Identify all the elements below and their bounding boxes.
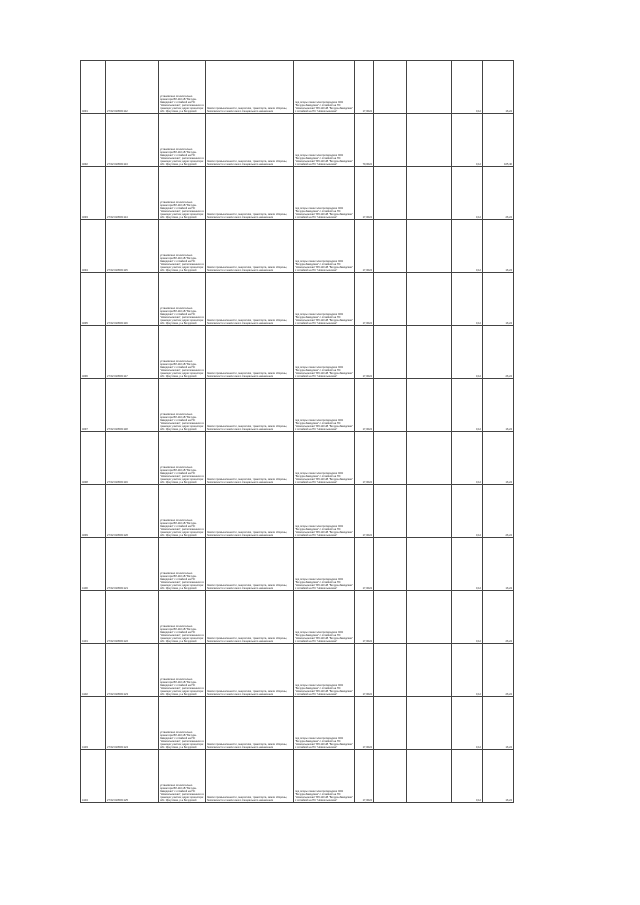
empty-cell bbox=[407, 220, 452, 273]
cadastral-number: 27:02:010503:125 bbox=[107, 798, 128, 802]
rate-cell bbox=[452, 326, 483, 379]
location-text: установлено относительно ориентира ВЛ-110 кВ "Бичура-Заводская" с отпайкой на ПС "Новоильинская", расположенного в границах участка; адрес ориентира: обл. Иркутская, р-н Бичурский bbox=[160, 200, 204, 219]
rate-cell bbox=[452, 167, 483, 220]
sum-value: 16,24 bbox=[505, 321, 512, 325]
location-text: установлено относительно ориентира ВЛ-110 кВ "Бичура-Заводская" с отпайкой на ПС "Новоильинская", расположенного в границах участка; адрес ориентира: обл. Иркутская, р-н Бичурский bbox=[160, 518, 204, 537]
rate-value: 0,12 bbox=[475, 798, 481, 802]
object-cell bbox=[294, 114, 355, 167]
area-value: 17,0024 bbox=[362, 480, 372, 484]
cadastral-number-cell bbox=[106, 114, 159, 167]
land-category-text: Земли промышленности, энергетики, транспорта, земли обороны, безопасности и земли иного специального назначения bbox=[207, 318, 288, 325]
location-text: установлено относительно ориентира ВЛ-110 кВ "Бичура-Заводская" с отпайкой на ПС "Новоильинская", расположенного в границах участка; адрес ориентира: обл. Иркутская, р-н Бичурский bbox=[160, 677, 204, 696]
cadastral-number-cell bbox=[106, 326, 159, 379]
rate-cell bbox=[452, 644, 483, 697]
row-id: 4092 bbox=[82, 162, 88, 166]
cadastral-number-cell bbox=[106, 697, 159, 750]
empty-cell bbox=[407, 326, 452, 379]
sum-value: 16,24 bbox=[505, 745, 512, 749]
land-category-text: Земли промышленности, энергетики, транспорта, земли обороны, безопасности и земли иного специального назначения bbox=[207, 636, 288, 643]
object-cell bbox=[294, 61, 355, 114]
empty-cell bbox=[407, 167, 452, 220]
cadastral-number-cell bbox=[106, 220, 159, 273]
sum-value: 16,24 bbox=[505, 798, 512, 802]
row-id: 4098 bbox=[82, 480, 88, 484]
area-cell bbox=[355, 432, 374, 485]
rate-cell bbox=[452, 273, 483, 326]
land-category-text: Земли промышленности, энергетики, транспорта, земли обороны, безопасности и земли иного специального назначения bbox=[207, 583, 288, 590]
empty-cell bbox=[407, 538, 452, 591]
rate-cell bbox=[452, 61, 483, 114]
table-row bbox=[81, 273, 514, 326]
rate-cell bbox=[452, 591, 483, 644]
sum-value: 26,24 bbox=[505, 215, 512, 219]
object-text: под опоры линии электропередачи ЭСК "Бичура-Заводская" с отпайкой на ПС "Новоильинская" ВЛ-110 кВ "Бичура-Заводская" с отпайкой на ПС "Новоильинская" bbox=[295, 630, 353, 643]
location-text: установлено относительно ориентира ВЛ-110 кВ "Бичура-Заводская" с отпайкой на ПС "Новоильинская", расположенного в границах участка; адрес ориентира: обл. Иркутская, р-н Бичурский bbox=[160, 465, 204, 484]
table-row bbox=[81, 644, 514, 697]
empty-cell bbox=[374, 326, 407, 379]
object-cell bbox=[294, 538, 355, 591]
table-body bbox=[81, 61, 514, 803]
object-cell bbox=[294, 750, 355, 803]
location-text: установлено относительно ориентира ВЛ-110 кВ "Бичура-Заводская" с отпайкой на ПС "Новоильинская", расположенного в границах участка; адрес ориентира: обл. Иркутская, р-н Бичурский bbox=[160, 783, 204, 802]
land-category-cell bbox=[206, 485, 294, 538]
empty-cell bbox=[407, 750, 452, 803]
location-cell bbox=[159, 326, 206, 379]
rate-value: 0,12 bbox=[475, 692, 481, 696]
area-cell bbox=[355, 591, 374, 644]
empty-cell bbox=[374, 697, 407, 750]
object-text: под опоры линии электропередачи ЭСК "Бичура-Заводская" с отпайкой на ПС "Новоильинская" ВЛ-110 кВ "Бичура-Заводская" с отпайкой на ПС "Новоильинская" bbox=[295, 471, 353, 484]
area-cell bbox=[355, 326, 374, 379]
location-text: установлено относительно ориентира ВЛ-110 кВ "Бичура-Заводская" с отпайкой на ПС "Новоильинская", расположенного в границах участка; адрес ориентира: обл. Иркутская, р-н Бичурский bbox=[160, 359, 204, 378]
cadastral-number: 27:02:010503:118 bbox=[107, 427, 128, 431]
empty-cell bbox=[407, 485, 452, 538]
empty-cell bbox=[374, 591, 407, 644]
location-text: установлено относительно ориентира ВЛ-110 кВ "Бичура-Заводская" с отпайкой на ПС "Новоильинская", расположенного в границах участка; адрес ориентира: обл. Иркутская, р-н Бичурский bbox=[160, 94, 204, 113]
row-id-cell bbox=[81, 273, 106, 326]
location-text: установлено относительно ориентира ВЛ-110 кВ "Бичура-Заводская" с отпайкой на ПС "Новоильинская", расположенного в границах участка; адрес ориентира: обл. Иркутская, р-н Бичурский bbox=[160, 412, 204, 431]
land-category-text: Земли промышленности, энергетики, транспорта, земли обороны, безопасности и земли иного специального назначения bbox=[207, 689, 288, 696]
area-cell bbox=[355, 644, 374, 697]
table-row bbox=[81, 379, 514, 432]
location-text: установлено относительно ориентира ВЛ-110 кВ "Бичура-Заводская" с отпайкой на ПС "Новоильинская", расположенного в границах участка; адрес ориентира: обл. Иркутская, р-н Бичурский bbox=[160, 571, 204, 590]
cadastral-number: 27:02:010503:112 bbox=[107, 109, 128, 113]
rate-cell bbox=[452, 485, 483, 538]
land-category-text: Земли промышленности, энергетики, транспорта, земли обороны, безопасности и земли иного специального назначения bbox=[207, 212, 288, 219]
location-cell bbox=[159, 273, 206, 326]
sum-value: 16,24 bbox=[505, 268, 512, 272]
area-cell bbox=[355, 167, 374, 220]
object-cell bbox=[294, 591, 355, 644]
land-category-cell bbox=[206, 432, 294, 485]
row-id-cell bbox=[81, 697, 106, 750]
area-value: 17,0024 bbox=[362, 268, 372, 272]
rate-cell bbox=[452, 750, 483, 803]
row-id-cell bbox=[81, 538, 106, 591]
object-cell bbox=[294, 644, 355, 697]
empty-cell bbox=[374, 167, 407, 220]
land-category-cell bbox=[206, 114, 294, 167]
cadastral-number: 27:02:010503:123 bbox=[107, 692, 128, 696]
area-cell bbox=[355, 220, 374, 273]
object-text: под опоры линии электропередачи ЭСК "Бичура-Заводская" с отпайкой на ПС "Новоильинская" ВЛ-110 кВ "Бичура-Заводская" с отпайкой на ПС "Новоильинская" bbox=[295, 418, 353, 431]
empty-cell bbox=[407, 273, 452, 326]
row-id-cell bbox=[81, 644, 106, 697]
object-text: под опоры линии электропередачи ЭСК "Бичура-Заводская" с отпайкой на ПС "Новоильинская" ВЛ-110 кВ "Бичура-Заводская" с отпайкой на ПС "Новоильинская" bbox=[295, 577, 353, 590]
sum-value: 26,24 bbox=[505, 692, 512, 696]
cadastral-number-cell bbox=[106, 750, 159, 803]
sum-cell bbox=[483, 697, 514, 750]
cadastral-number-cell bbox=[106, 379, 159, 432]
location-cell bbox=[159, 538, 206, 591]
land-category-text: Земли промышленности, энергетики, транспорта, земли обороны, безопасности и земли иного специального назначения bbox=[207, 477, 288, 484]
object-cell bbox=[294, 326, 355, 379]
rate-value: 0,12 bbox=[475, 109, 481, 113]
land-category-cell bbox=[206, 379, 294, 432]
sum-cell bbox=[483, 485, 514, 538]
rate-value: 0,12 bbox=[475, 321, 481, 325]
cadastral-number: 27:02:010503:116 bbox=[107, 321, 128, 325]
row-id-cell bbox=[81, 220, 106, 273]
area-cell bbox=[355, 273, 374, 326]
area-cell bbox=[355, 114, 374, 167]
object-text: под опоры линии электропередачи ЭСК "Бичура-Заводская" с отпайкой на ПС "Новоильинская" ВЛ-110 кВ "Бичура-Заводская" с отпайкой на ПС "Новоильинская" bbox=[295, 153, 353, 166]
rate-value: 0,12 bbox=[475, 639, 481, 643]
area-value: 17,0024 bbox=[362, 109, 372, 113]
location-text: установлено относительно ориентира ВЛ-110 кВ "Бичура-Заводская" с отпайкой на ПС "Новоильинская", расположенного в границах участка; адрес ориентира: обл. Иркутская, р-н Бичурский bbox=[160, 730, 204, 749]
sum-cell bbox=[483, 379, 514, 432]
land-category-cell bbox=[206, 538, 294, 591]
empty-cell bbox=[407, 61, 452, 114]
land-category-cell bbox=[206, 273, 294, 326]
row-id: 4097 bbox=[82, 427, 88, 431]
area-value: 17,0024 bbox=[362, 692, 372, 696]
object-text: под опоры линии электропередачи ЭСК "Бичура-Заводская" с отпайкой на ПС "Новоильинская" ВЛ-110 кВ "Бичура-Заводская" с отпайкой на ПС "Новоильинская" bbox=[295, 524, 353, 537]
area-value: 17,0024 bbox=[362, 215, 372, 219]
sum-value: 105,46 bbox=[504, 162, 512, 166]
land-category-text: Земли промышленности, энергетики, транспорта, земли обороны, безопасности и земли иного специального назначения bbox=[207, 159, 288, 166]
area-value: 17,0024 bbox=[362, 586, 372, 590]
object-cell bbox=[294, 697, 355, 750]
sum-cell bbox=[483, 432, 514, 485]
sum-cell bbox=[483, 220, 514, 273]
land-category-cell bbox=[206, 326, 294, 379]
area-value: 17,0024 bbox=[362, 533, 372, 537]
row-id-cell bbox=[81, 326, 106, 379]
row-id: 4102 bbox=[82, 692, 88, 696]
location-cell bbox=[159, 644, 206, 697]
land-category-cell bbox=[206, 750, 294, 803]
object-text: под опоры линии электропередачи ЭСК "Бичура-Заводская" с отпайкой на ПС "Новоильинская" ВЛ-110 кВ "Бичура-Заводская" с отпайкой на ПС "Новоильинская" bbox=[295, 100, 353, 113]
row-id-cell bbox=[81, 379, 106, 432]
row-id: 4096 bbox=[82, 374, 88, 378]
land-category-text: Земли промышленности, энергетики, транспорта, земли обороны, безопасности и земли иного специального назначения bbox=[207, 795, 288, 802]
row-id-cell bbox=[81, 485, 106, 538]
sum-value: 16,24 bbox=[505, 480, 512, 484]
row-id: 4104 bbox=[82, 798, 88, 802]
location-text: установлено относительно ориентира ВЛ-110 кВ "Бичура-Заводская" с отпайкой на ПС "Новоильинская", расположенного в границах участка; адрес ориентира: обл. Иркутская, р-н Бичурский bbox=[160, 147, 204, 166]
table-row bbox=[81, 591, 514, 644]
cadastral-number: 27:02:010503:124 bbox=[107, 745, 128, 749]
area-value: 17,0024 bbox=[362, 374, 372, 378]
cadastral-number: 27:02:010503:120 bbox=[107, 533, 128, 537]
cadastral-number: 27:02:010503:122 bbox=[107, 639, 128, 643]
cadastral-number-cell bbox=[106, 273, 159, 326]
land-category-text: Земли промышленности, энергетики, транспорта, земли обороны, безопасности и земли иного специального назначения bbox=[207, 371, 288, 378]
cadastral-number: 27:02:010503:114 bbox=[107, 215, 128, 219]
row-id: 4101 bbox=[82, 639, 88, 643]
empty-cell bbox=[407, 432, 452, 485]
rate-value: 0,12 bbox=[475, 533, 481, 537]
land-category-text: Земли промышленности, энергетики, транспорта, земли обороны, безопасности и земли иного специального назначения bbox=[207, 742, 288, 749]
table-row bbox=[81, 485, 514, 538]
area-cell bbox=[355, 485, 374, 538]
object-cell bbox=[294, 167, 355, 220]
area-value: 17,0024 bbox=[362, 745, 372, 749]
row-id: 4095 bbox=[82, 321, 88, 325]
table-row bbox=[81, 114, 514, 167]
empty-cell bbox=[407, 114, 452, 167]
sum-value: 26,24 bbox=[505, 533, 512, 537]
area-cell bbox=[355, 697, 374, 750]
location-text: установлено относительно ориентира ВЛ-110 кВ "Бичура-Заводская" с отпайкой на ПС "Новоильинская", расположенного в границах участка; адрес ориентира: обл. Иркутская, р-н Бичурский bbox=[160, 253, 204, 272]
table-row bbox=[81, 167, 514, 220]
location-text: установлено относительно ориентира ВЛ-110 кВ "Бичура-Заводская" с отпайкой на ПС "Новоильинская", расположенного в границах участка; адрес ориентира: обл. Иркутская, р-н Бичурский bbox=[160, 306, 204, 325]
area-cell bbox=[355, 750, 374, 803]
rate-value: 0,12 bbox=[475, 268, 481, 272]
location-cell bbox=[159, 114, 206, 167]
land-category-cell bbox=[206, 167, 294, 220]
object-text: под опоры линии электропередачи ЭСК "Бичура-Заводская" с отпайкой на ПС "Новоильинская" ВЛ-110 кВ "Бичура-Заводская" с отпайкой на ПС "Новоильинская" bbox=[295, 789, 353, 802]
area-cell bbox=[355, 379, 374, 432]
cadastral-number-cell bbox=[106, 591, 159, 644]
table-row bbox=[81, 432, 514, 485]
land-plot-table bbox=[80, 60, 514, 803]
cadastral-number: 27:02:010503:121 bbox=[107, 586, 128, 590]
sum-value: 16,24 bbox=[505, 109, 512, 113]
row-id-cell bbox=[81, 591, 106, 644]
cadastral-number: 27:02:010503:119 bbox=[107, 480, 128, 484]
sum-value: 26,24 bbox=[505, 374, 512, 378]
row-id-cell bbox=[81, 167, 106, 220]
object-cell bbox=[294, 273, 355, 326]
empty-cell bbox=[374, 220, 407, 273]
empty-cell bbox=[407, 644, 452, 697]
sum-value: 26,24 bbox=[505, 639, 512, 643]
rate-cell bbox=[452, 114, 483, 167]
location-cell bbox=[159, 379, 206, 432]
location-cell bbox=[159, 167, 206, 220]
land-category-text: Земли промышленности, энергетики, транспорта, земли обороны, безопасности и земли иного специального назначения bbox=[207, 265, 288, 272]
cadastral-number: 27:02:010503:117 bbox=[107, 374, 128, 378]
location-cell bbox=[159, 485, 206, 538]
object-text: под опоры линии электропередачи ЭСК "Бичура-Заводская" с отпайкой на ПС "Новоильинская" ВЛ-110 кВ "Бичура-Заводская" с отпайкой на ПС "Новоильинская" bbox=[295, 683, 353, 696]
cadastral-number-cell bbox=[106, 644, 159, 697]
object-text: под опоры линии электропередачи ЭСК "Бичура-Заводская" с отпайкой на ПС "Новоильинская" ВЛ-110 кВ "Бичура-Заводская" с отпайкой на ПС "Новоильинская" bbox=[295, 365, 353, 378]
land-category-cell bbox=[206, 61, 294, 114]
area-value: 17,0024 bbox=[362, 639, 372, 643]
row-id: 4103 bbox=[82, 745, 88, 749]
empty-cell bbox=[374, 644, 407, 697]
table-row bbox=[81, 326, 514, 379]
empty-cell bbox=[374, 61, 407, 114]
cadastral-number-cell bbox=[106, 485, 159, 538]
sum-cell bbox=[483, 644, 514, 697]
empty-cell bbox=[374, 432, 407, 485]
rate-value: 0,12 bbox=[475, 480, 481, 484]
object-cell bbox=[294, 220, 355, 273]
rate-cell bbox=[452, 379, 483, 432]
row-id: 4091 bbox=[82, 109, 88, 113]
rate-cell bbox=[452, 220, 483, 273]
land-category-cell bbox=[206, 591, 294, 644]
area-value: 17,0024 bbox=[362, 321, 372, 325]
land-category-text: Земли промышленности, энергетики, транспорта, земли обороны, безопасности и земли иного специального назначения bbox=[207, 424, 288, 431]
location-cell bbox=[159, 432, 206, 485]
table-row bbox=[81, 61, 514, 114]
cadastral-number: 27:02:010503:113 bbox=[107, 162, 128, 166]
object-text: под опоры линии электропередачи ЭСК "Бичура-Заводская" с отпайкой на ПС "Новоильинская" ВЛ-110 кВ "Бичура-Заводская" с отпайкой на ПС "Новоильинская" bbox=[295, 736, 353, 749]
area-value: 79,0024 bbox=[362, 162, 372, 166]
empty-cell bbox=[374, 750, 407, 803]
rate-cell bbox=[452, 432, 483, 485]
land-category-cell bbox=[206, 644, 294, 697]
empty-cell bbox=[374, 379, 407, 432]
row-id-cell bbox=[81, 114, 106, 167]
rate-value: 0,12 bbox=[475, 215, 481, 219]
location-cell bbox=[159, 750, 206, 803]
location-cell bbox=[159, 61, 206, 114]
sum-cell bbox=[483, 750, 514, 803]
empty-cell bbox=[374, 538, 407, 591]
object-text: под опоры линии электропередачи ЭСК "Бичура-Заводская" с отпайкой на ПС "Новоильинская" ВЛ-110 кВ "Бичура-Заводская" с отпайкой на ПС "Новоильинская" bbox=[295, 312, 353, 325]
object-cell bbox=[294, 485, 355, 538]
sum-cell bbox=[483, 167, 514, 220]
sum-cell bbox=[483, 114, 514, 167]
rate-value: 0,12 bbox=[475, 162, 481, 166]
area-cell bbox=[355, 538, 374, 591]
rate-value: 0,12 bbox=[475, 374, 481, 378]
rate-value: 0,12 bbox=[475, 745, 481, 749]
empty-cell bbox=[374, 273, 407, 326]
row-id: 4099 bbox=[82, 533, 88, 537]
location-cell bbox=[159, 591, 206, 644]
rate-cell bbox=[452, 697, 483, 750]
object-text: под опоры линии электропередачи ЭСК "Бичура-Заводская" с отпайкой на ПС "Новоильинская" ВЛ-110 кВ "Бичура-Заводская" с отпайкой на ПС "Новоильинская" bbox=[295, 206, 353, 219]
area-cell bbox=[355, 61, 374, 114]
area-value: 17,0024 bbox=[362, 427, 372, 431]
location-cell bbox=[159, 220, 206, 273]
sum-value: 16,24 bbox=[505, 586, 512, 590]
land-category-text: Земли промышленности, энергетики, транспорта, земли обороны, безопасности и земли иного специального назначения bbox=[207, 530, 288, 537]
object-cell bbox=[294, 379, 355, 432]
row-id: 4093 bbox=[82, 215, 88, 219]
row-id-cell bbox=[81, 61, 106, 114]
empty-cell bbox=[407, 697, 452, 750]
sum-cell bbox=[483, 61, 514, 114]
object-text: под опоры линии электропередачи ЭСК "Бичура-Заводская" с отпайкой на ПС "Новоильинская" ВЛ-110 кВ "Бичура-Заводская" с отпайкой на ПС "Новоильинская" bbox=[295, 259, 353, 272]
sum-cell bbox=[483, 326, 514, 379]
rate-cell bbox=[452, 538, 483, 591]
cadastral-number-cell bbox=[106, 538, 159, 591]
land-category-cell bbox=[206, 697, 294, 750]
row-id-cell bbox=[81, 432, 106, 485]
object-cell bbox=[294, 432, 355, 485]
location-cell bbox=[159, 697, 206, 750]
sum-value: 16,24 bbox=[505, 427, 512, 431]
area-value: 17,0024 bbox=[362, 798, 372, 802]
cadastral-number: 27:02:010503:115 bbox=[107, 268, 128, 272]
sum-cell bbox=[483, 273, 514, 326]
row-id: 4100 bbox=[82, 586, 88, 590]
cadastral-number-cell bbox=[106, 432, 159, 485]
sum-cell bbox=[483, 538, 514, 591]
location-text: установлено относительно ориентира ВЛ-110 кВ "Бичура-Заводская" с отпайкой на ПС "Новоильинская", расположенного в границах участка; адрес ориентира: обл. Иркутская, р-н Бичурский bbox=[160, 624, 204, 643]
empty-cell bbox=[407, 591, 452, 644]
cadastral-number-cell bbox=[106, 167, 159, 220]
empty-cell bbox=[407, 379, 452, 432]
empty-cell bbox=[374, 114, 407, 167]
table-row bbox=[81, 750, 514, 803]
rate-value: 0,12 bbox=[475, 586, 481, 590]
cadastral-number-cell bbox=[106, 61, 159, 114]
sum-cell bbox=[483, 591, 514, 644]
land-category-text: Земли промышленности, энергетики, транспорта, земли обороны, безопасности и земли иного специального назначения bbox=[207, 106, 288, 113]
empty-cell bbox=[374, 485, 407, 538]
table-row bbox=[81, 220, 514, 273]
row-id: 4094 bbox=[82, 268, 88, 272]
rate-value: 0,12 bbox=[475, 427, 481, 431]
row-id-cell bbox=[81, 750, 106, 803]
table-row bbox=[81, 538, 514, 591]
table-row bbox=[81, 697, 514, 750]
land-category-cell bbox=[206, 220, 294, 273]
